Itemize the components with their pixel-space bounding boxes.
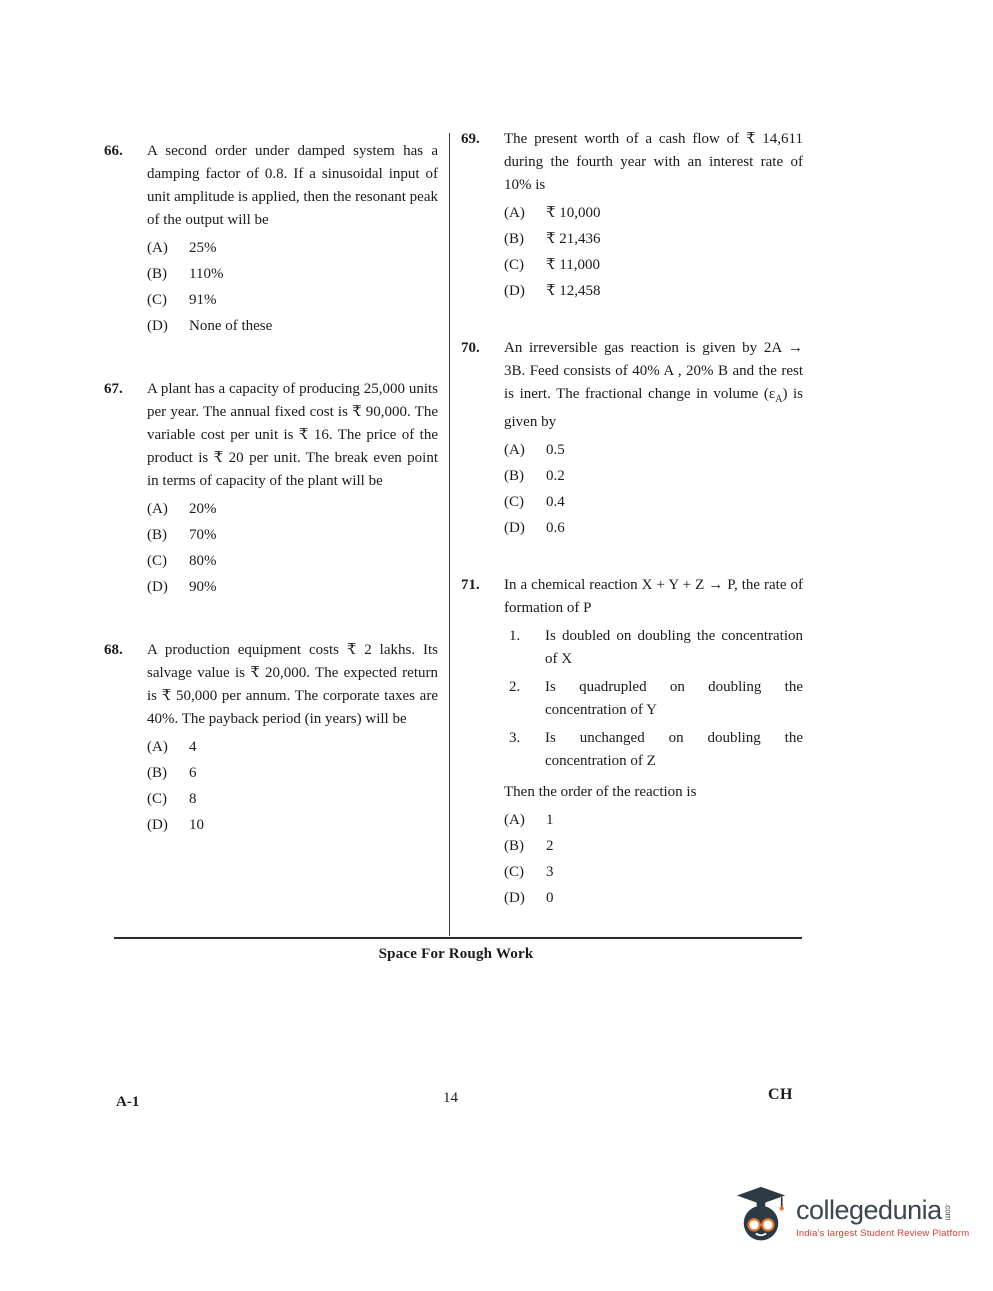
question-70 <box>461 337 803 540</box>
option-c <box>504 491 803 514</box>
question-text-after: ) is given by <box>504 386 804 430</box>
option-label: (C) <box>147 553 167 569</box>
option-text: 110% <box>189 266 224 282</box>
option-d <box>147 576 438 599</box>
statement-text: Is unchanged on doubling the concentration of Z <box>545 730 803 769</box>
option-text: 6 <box>189 765 197 781</box>
option-text: ₹ 21,436 <box>546 231 601 247</box>
option-label: (B) <box>147 266 167 282</box>
option-label: (B) <box>147 527 167 543</box>
option-text: 91% <box>189 292 217 308</box>
question-text: A production equipment costs ₹ 2 lakhs. Its salvage value is ₹ 20,000. The expected return is ₹ 50,000 per annum. The corporate taxes are 40%. The payback period (in years) will be <box>147 642 438 727</box>
option-text: 90% <box>189 579 217 595</box>
option-label: (A) <box>504 442 525 458</box>
question-text: A plant has a capacity of producing 25,000 units per year. The annual fixed cost is ₹ 90,000. The variable cost per unit is ₹ 16. The price of the product is ₹ 20 per unit. The break even point in terms of capacity of the plant will be <box>147 381 438 489</box>
statement-1 <box>504 625 803 671</box>
statement-text: Is quadrupled on doubling the concentration of Y <box>545 679 803 718</box>
option-label: (C) <box>504 494 524 510</box>
question-text: A second order under damped system has a damping factor of 0.8. If a sinusoidal input of unit amplitude is applied, then the resonant peak of the output will be <box>147 143 438 228</box>
option-text: 0 <box>546 890 554 906</box>
option-label: (B) <box>504 231 524 247</box>
option-label: (B) <box>147 765 167 781</box>
collegedunia-mascot-icon <box>735 1186 787 1248</box>
option-label: (A) <box>504 205 525 221</box>
options-list <box>147 498 438 599</box>
option-a <box>147 237 438 260</box>
statement-label: 1. <box>509 628 521 644</box>
question-number: 68. <box>104 642 123 658</box>
options-list <box>147 237 438 338</box>
option-b <box>147 263 438 286</box>
option-c <box>504 861 803 884</box>
option-a <box>504 809 803 832</box>
option-text: 20% <box>189 501 217 517</box>
question-number: 70. <box>461 340 480 356</box>
option-b <box>504 228 803 251</box>
question-66 <box>104 140 438 338</box>
question-68 <box>104 639 438 837</box>
option-b <box>504 465 803 488</box>
question-69 <box>461 128 803 303</box>
option-d <box>504 887 803 910</box>
option-text: None of these <box>189 318 273 334</box>
option-a <box>147 736 438 759</box>
option-label: (B) <box>504 838 524 854</box>
option-b <box>504 835 803 858</box>
option-text: 2 <box>546 838 554 854</box>
option-text: 70% <box>189 527 217 543</box>
question-text: The present worth of a cash flow of ₹ 14,611 during the fourth year with an interest rate of 10% is <box>504 131 803 193</box>
left-column <box>104 140 438 877</box>
option-label: (D) <box>147 318 168 334</box>
options-list <box>147 736 438 837</box>
option-label: (C) <box>504 864 524 880</box>
option-label: (A) <box>147 240 168 256</box>
option-label: (B) <box>504 468 524 484</box>
option-text: 0.2 <box>546 468 565 484</box>
option-label: (D) <box>147 579 168 595</box>
options-list <box>504 809 803 910</box>
option-c <box>147 289 438 312</box>
rough-work-label: Space For Rough Work <box>378 946 534 962</box>
question-71 <box>461 574 803 910</box>
option-text: ₹ 12,458 <box>546 283 601 299</box>
question-text: In a chemical reaction X + Y + Z → P, the rate of formation of P <box>504 577 803 616</box>
option-text: ₹ 11,000 <box>546 257 600 273</box>
option-b <box>147 524 438 547</box>
right-column <box>461 128 803 944</box>
option-c <box>504 254 803 277</box>
brand-tagline: India's largest Student Review Platform <box>796 1227 970 1239</box>
option-c <box>147 550 438 573</box>
brand-wordmark: collegedunia <box>796 1194 942 1225</box>
statement-2 <box>504 676 803 722</box>
option-label: (C) <box>504 257 524 273</box>
option-text: ₹ 10,000 <box>546 205 601 221</box>
option-text: 0.4 <box>546 494 565 510</box>
brand-suffix: .com <box>943 1203 953 1221</box>
option-a <box>147 498 438 521</box>
option-label: (D) <box>504 520 525 536</box>
option-label: (D) <box>147 817 168 833</box>
option-text: 4 <box>189 739 197 755</box>
option-text: 3 <box>546 864 554 880</box>
collegedunia-logo <box>735 1186 969 1248</box>
statement-list <box>504 625 803 773</box>
option-b <box>147 762 438 785</box>
option-label: (C) <box>147 292 167 308</box>
subject-code: CH <box>768 1086 793 1103</box>
option-text: 0.6 <box>546 520 565 536</box>
question-number: 69. <box>461 131 480 147</box>
options-list <box>504 202 803 303</box>
question-text <box>504 337 803 434</box>
option-label: (A) <box>147 739 168 755</box>
column-divider-line <box>449 133 450 936</box>
option-label: (A) <box>504 812 525 828</box>
option-a <box>504 202 803 225</box>
option-d <box>504 517 803 540</box>
question-number: 71. <box>461 577 480 593</box>
question-text-before: An irreversible gas reaction is given by 2A → 3B. Feed consists of 40% A , 20% B and the rest is inert. The fractional change in volume (ε <box>504 340 803 402</box>
option-d <box>147 814 438 837</box>
option-text: 25% <box>189 240 217 256</box>
option-text: 10 <box>189 817 204 833</box>
epsilon-subscript: A <box>775 394 783 405</box>
page-number: 14 <box>443 1090 458 1106</box>
option-text: 80% <box>189 553 217 569</box>
option-label: (D) <box>504 890 525 906</box>
option-d <box>504 280 803 303</box>
option-text: 0.5 <box>546 442 565 458</box>
option-c <box>147 788 438 811</box>
statement-text: Is doubled on doubling the concentration of X <box>545 628 803 667</box>
option-label: (C) <box>147 791 167 807</box>
statement-label: 3. <box>509 730 521 746</box>
option-text: 8 <box>189 791 197 807</box>
option-d <box>147 315 438 338</box>
question-67 <box>104 378 438 599</box>
question-number: 67. <box>104 381 123 397</box>
booklet-set-code: A-1 <box>116 1094 140 1110</box>
options-list <box>504 439 803 540</box>
option-label: (D) <box>504 283 525 299</box>
option-a <box>504 439 803 462</box>
question-followup-text: Then the order of the reaction is <box>504 784 697 800</box>
option-text: 1 <box>546 812 554 828</box>
statement-label: 2. <box>509 679 521 695</box>
statement-3 <box>504 727 803 773</box>
question-number: 66. <box>104 143 123 159</box>
option-label: (A) <box>147 501 168 517</box>
